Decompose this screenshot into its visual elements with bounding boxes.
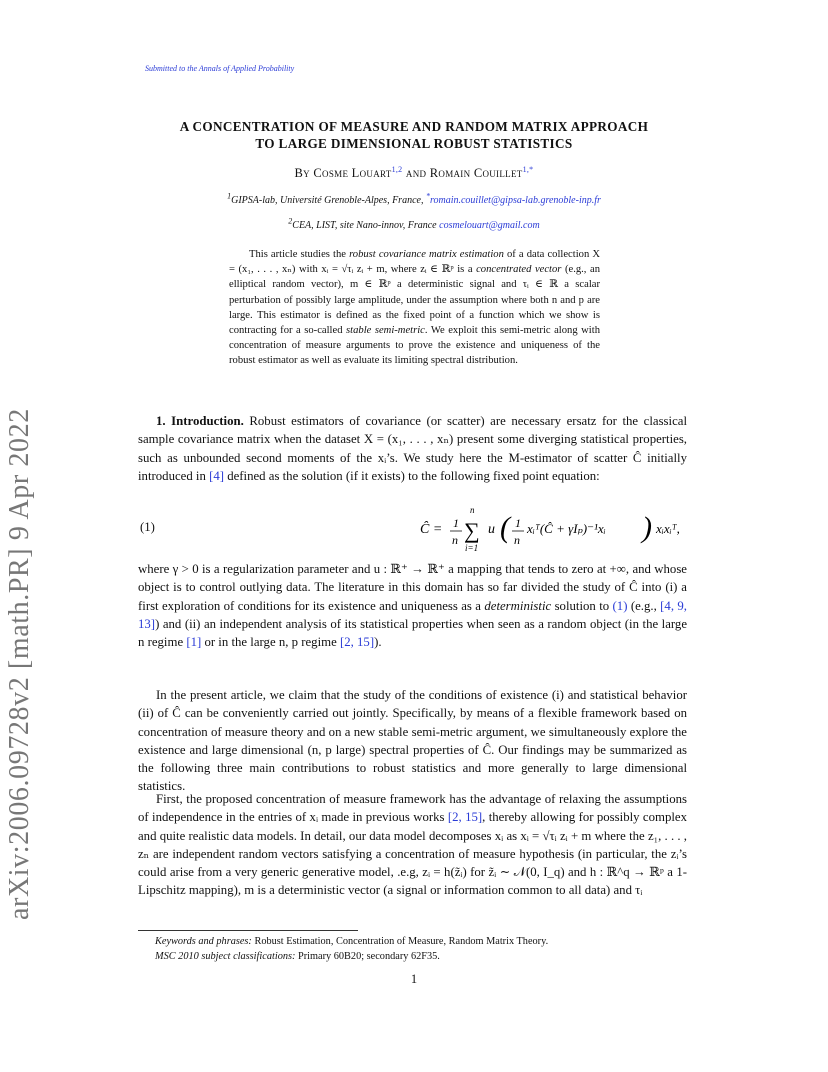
abstract-text: . We exploit this semi-metric along with concentration of measure arguments to prove the existence and uniqueness of the robust estimator as well as evaluate its limiting spectral distribution. [229, 325, 600, 367]
by-label: By [294, 166, 310, 180]
eq-tail: xᵢxᵢᵀ, [656, 521, 680, 536]
body-text: Robust estimators of covariance (or scatter) are necessary ersatz for the classical sample covariance matrix when the dataset X = (x₁, . . . , xₙ) present some diverging statistical properties, such as unbounded second moments of the xᵢ’s. We study here the M-estimator of scatter Ĉ initially introduced in [138, 414, 688, 483]
msc-label: MSC 2010 subject classifications: [155, 951, 296, 962]
equation-number: (1) [140, 520, 155, 534]
body-text: defined as the solution (if it exists) to the following fixed point equation: [224, 468, 600, 483]
body-text: , thereby allowing for possibly complex and quite realistic data models. In detail, our data model decomposes xᵢ as xᵢ = √τᵢ zᵢ + m where the z₁, . . . , zₙ are independent random vectors satisfying a concentration of measure hypothesis (in particular, the zᵢ’s could arise from a very generic generative model, .e.g, zᵢ = h(z̃ᵢ) for z̃ᵢ ∼ 𝒩(0, I_q) and h : ℝ^q → ℝᵖ a 1-Lipschitz mapping), m is a deterministic vector (a signal or information common to all data) and τᵢ [138, 810, 687, 898]
body-text: ) and (ii) an independent analysis of its statistical properties when seen as a random object (in the large n regime [138, 616, 687, 650]
body-emphasis: deterministic [484, 598, 552, 613]
body-text: First, the proposed concentration of measure framework has the advantage of relaxing the assumptions of independence in the entries of xᵢ made in previous works [138, 792, 687, 825]
eq-frac2-den: n [514, 533, 520, 547]
journal-note-link[interactable]: Submitted to the Annals of Applied Probability [145, 64, 295, 73]
body-text: where γ > 0 is a regularization parameter and u : ℝ⁺ → ℝ⁺ a mapping that tends to zero at +∞, and whose object is to control outlying data. The literature in this domain has so far divided the study of Ĉ into (i) a first exploration of conditions for its existence and uniqueness as a [138, 562, 687, 613]
eq-func: u [488, 522, 495, 537]
paper-title [120, 118, 708, 152]
eq-sum-top: n [470, 505, 475, 515]
aff1-sup: 1 [227, 191, 232, 201]
abstract-text: of a data collection X = (x₁, . . . , xₙ) with xᵢ = √τᵢ zᵢ + m, where zᵢ ∈ ℝᵖ is a [229, 249, 600, 276]
title-line-2: TO LARGE DIMENSIONAL ROBUST STATISTICS [255, 136, 573, 151]
equation-formula [420, 502, 720, 554]
page-number: 1 [410, 972, 418, 986]
eq-lparen: ( [500, 511, 510, 544]
body-text: or in the large n, p regime [201, 635, 340, 650]
eq-sum-sign: ∑ [464, 518, 480, 543]
aff1-email-link[interactable]: romain.couillet@gipsa-lab.grenoble-inp.fr [429, 195, 601, 206]
eq-sum-bottom: i=1 [465, 543, 479, 553]
msc-footnote [155, 949, 695, 964]
aff1-mark: * [425, 191, 430, 201]
body-text: (e.g., [627, 598, 661, 613]
eq-lhs: Ĉ = [420, 522, 443, 537]
author-1-affil[interactable]: 1,2 [391, 164, 403, 174]
abstract-text: This article studies the [249, 249, 350, 260]
eq-inner: xᵢᵀ(Ĉ + γIₚ)⁻¹xᵢ [527, 521, 606, 536]
citation-link[interactable]: [1] [186, 635, 202, 650]
author-line [120, 166, 708, 181]
body-text: In the present article, we claim that the study of the conditions of existence (i) and statistical behavior (ii) of Ĉ can be conveniently carried out jointly. Specifically, by means of a flexible framework based on concentration of measure theory and on a new stable semi-metric argument, we simultaneously explore the existence and large dimensional (n, p large) spectral properties of Ĉ. Our findings may be summarized as the following three main contributions to robust statistics and more generally to large dimensional statistics. [138, 688, 687, 794]
affiliation-2 [120, 216, 708, 231]
aff2-email-link[interactable]: cosmelouart@gmail.com [439, 220, 540, 231]
equation-1 [138, 502, 687, 554]
paragraph-4 [138, 790, 687, 900]
eq-rparen: ) [642, 511, 652, 544]
citation-link[interactable]: [4, 9, 13] [138, 598, 687, 631]
abstract-text: (e.g., an elliptical random vector), m ∈ ℝᵖ a deterministic signal and τᵢ ∈ ℝ a scalar perturbation of possibly large amplitude, under the assumption where both n and p are large. This estimator is defined as the fixed point of a function which we show is contracting for a so-called [229, 264, 600, 337]
keywords-footnote [155, 934, 695, 949]
aff2-text: CEA, LIST, site Nano-innov, France [292, 220, 437, 231]
author-2: Romain Couillet [429, 166, 523, 180]
paragraph-3 [138, 686, 687, 796]
footnote-rule [138, 930, 358, 931]
author-1: Cosme Louart [313, 166, 392, 180]
abstract-emphasis: concentrated vector [476, 264, 562, 276]
keywords-label: Keywords and phrases: [155, 936, 252, 947]
body-text: ). [374, 635, 382, 650]
title-line-1: A CONCENTRATION OF MEASURE AND RANDOM MATRIX APPROACH [179, 119, 649, 134]
arxiv-stamp-text: arXiv:2006.09728v2 [math.PR] 9 Apr 2022 [4, 408, 35, 920]
eq-frac1-num: 1 [453, 516, 459, 530]
affiliation-1 [120, 191, 708, 206]
aff1-text: GIPSA-lab, Université Grenoble-Alpes, France, [231, 195, 424, 206]
abstract-emphasis: stable semi-metric [346, 325, 425, 337]
author-2-affil[interactable]: 1,* [522, 164, 534, 174]
msc-text: Primary 60B20; secondary 62F35. [295, 951, 440, 962]
eq-frac2-num: 1 [515, 516, 521, 530]
aff2-sup: 2 [288, 216, 293, 226]
abstract [229, 247, 600, 369]
section-heading: 1. Introduction. [156, 414, 244, 428]
intro-paragraph [138, 412, 687, 485]
citation-link[interactable]: [4] [209, 468, 224, 483]
citation-link[interactable]: [2, 15] [447, 810, 483, 825]
abstract-emphasis: robust covariance matrix estimation [349, 249, 504, 260]
eq-frac1-den: n [452, 533, 458, 547]
citation-link[interactable]: [2, 15] [339, 635, 375, 650]
body-text: solution to [551, 598, 613, 613]
keywords-text: Robust Estimation, Concentration of Measure, Random Matrix Theory. [251, 936, 549, 947]
and-label: and [405, 166, 427, 180]
paragraph-2 [138, 560, 687, 651]
equation-ref-link[interactable]: (1) [612, 598, 628, 613]
